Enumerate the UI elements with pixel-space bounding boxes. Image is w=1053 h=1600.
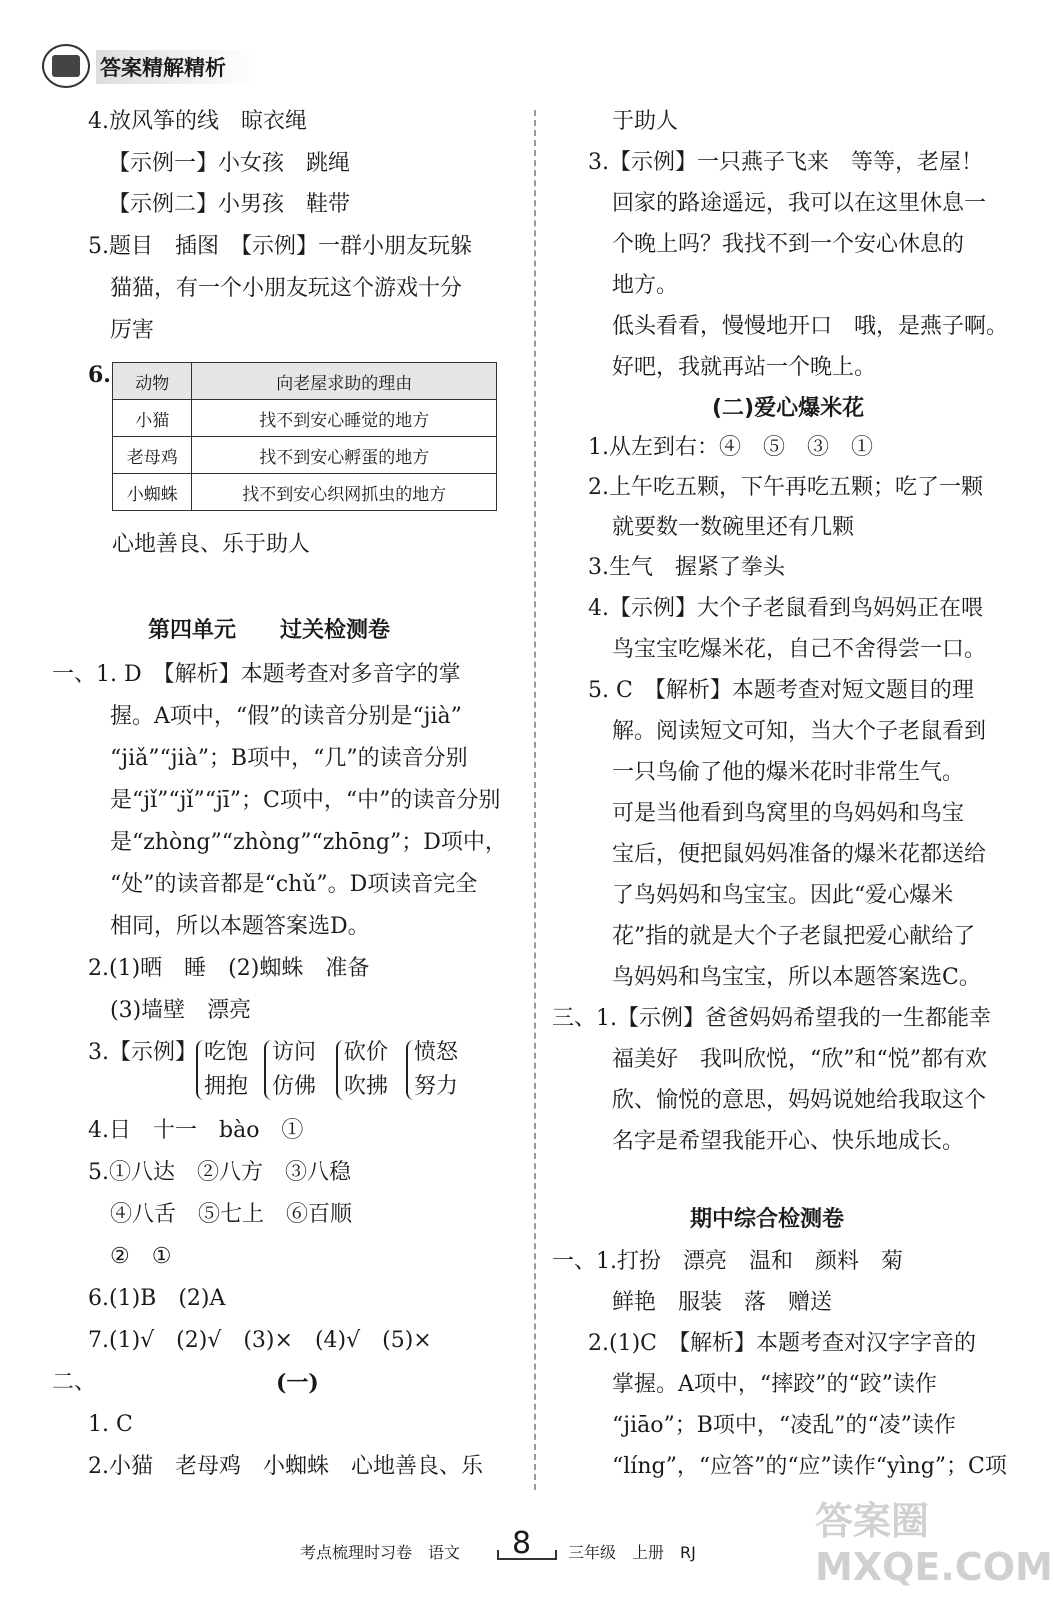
table-row — [113, 474, 497, 511]
answer-line: “jiāo”；B项中，“凌乱”的“凌”读作 — [612, 1413, 956, 1438]
section-title: (二)爱心爆米花 — [712, 396, 865, 421]
answer-line: “líng”，“应答”的“应”读作“yìng”；C项 — [612, 1454, 1007, 1479]
answer-line: “jiǎ”“jià”；B项中，“几”的读音分别 — [110, 746, 468, 771]
answer-line: 掌握。A项中，“摔跤”的“跤”读作 — [612, 1372, 937, 1397]
table-cell: 找不到安心睡觉的地方 — [192, 400, 497, 437]
answer-line: 地方。 — [612, 273, 679, 298]
table-header: 向老屋求助的理由 — [192, 363, 497, 400]
table-row — [113, 437, 497, 474]
answer-line: ② ① — [110, 1244, 172, 1269]
publisher-logo — [42, 44, 90, 88]
answer-line: 低头看看，慢慢地开口 哦，是燕子啊。 — [612, 314, 1009, 339]
answer-line: “处”的读音都是“chǔ”。D项读音完全 — [110, 872, 478, 897]
answer-line: 于助人 — [612, 109, 679, 134]
table-row — [113, 400, 497, 437]
answer-line: 是“jǐ”“jǐ”“jī”；C项中，“中”的读音分别 — [110, 788, 501, 813]
section-title: 期中综合检测卷 — [690, 1207, 845, 1232]
word-pair: 砍价 — [344, 1040, 389, 1065]
answer-line: 5. C 【解析】本题考查对短文题目的理 — [588, 678, 974, 703]
answer-line: (3)墙壁 漂亮 — [110, 998, 252, 1023]
column-divider — [534, 110, 536, 1490]
answer-line: 2.(1)C 【解析】本题考查对汉字字音的 — [588, 1331, 976, 1356]
answer-line: ④八舌 ⑤七上 ⑥百顺 — [110, 1202, 353, 1227]
answer-line: 厉害 — [110, 318, 155, 343]
answer-line: 了鸟妈妈和鸟宝宝。因此“爱心爆米 — [612, 883, 954, 908]
answer-line: 2.小猫 老母鸡 小蜘蛛 心地善良、乐 — [88, 1454, 483, 1479]
answer-line: 福美好 我叫欣悦，“欣”和“悦”都有欢 — [612, 1047, 987, 1072]
answer-line: 2.上午吃五颗，下午再吃五颗；吃了一颗 — [588, 475, 983, 500]
answer-line: 欣、愉悦的意思，妈妈说她给我取这个 — [612, 1088, 987, 1113]
answer-line: 2.(1)晒 睡 (2)蜘蛛 准备 — [88, 956, 370, 981]
page-number-bracket — [497, 1550, 557, 1560]
word-pair: 愤怒 — [414, 1040, 459, 1065]
answer-line: 二、 — [52, 1370, 97, 1395]
watermark: 答案圈 MXQE.COM — [815, 1499, 1053, 1589]
answer-line: 鲜艳 服装 落 赠送 — [612, 1290, 833, 1315]
answer-line: 4.【示例】大个子老鼠看到鸟妈妈正在喂 — [588, 596, 983, 621]
answer-line: 个晚上吗？我找不到一个安心休息的 — [612, 232, 965, 257]
answer-line: 4.日 十一 bào ① — [88, 1118, 304, 1143]
answer-line: 猫猫，有一个小朋友玩这个游戏十分 — [110, 276, 463, 301]
answer-line: 6.(1)B (2)A — [88, 1286, 226, 1311]
table-cell: 找不到安心孵蛋的地方 — [192, 437, 497, 474]
word-pair: 访问 — [272, 1040, 317, 1065]
answer-line: 是“zhòng”“zhòng”“zhōng”；D项中， — [110, 830, 507, 855]
subsection-title: (一) — [276, 1370, 319, 1396]
word-pair: 仿佛 — [272, 1074, 317, 1099]
answer-line: 5.题目 插图 【示例】一群小朋友玩躲 — [88, 234, 472, 259]
answer-line: 一、1. D 【解析】本题考查对多音字的掌 — [52, 662, 461, 687]
answer-line: 3.【示例】 — [88, 1040, 197, 1065]
word-pair: 吃饱 — [204, 1040, 249, 1065]
footer-right: 三年级 上册 RJ — [568, 1543, 696, 1562]
answer-line: 好吧，我就再站一个晚上。 — [612, 355, 877, 380]
word-pair: 吹拂 — [344, 1074, 389, 1099]
answer-line: 1. C — [88, 1412, 133, 1437]
table-cell: 小猫 — [113, 400, 192, 437]
answer-line: 可是当他看到鸟窝里的鸟妈妈和鸟宝 — [612, 801, 965, 826]
answer-line: 7.(1)√ (2)√ (3)× (4)√ (5)× — [88, 1328, 432, 1353]
table-cell: 找不到安心织网抓虫的地方 — [192, 474, 497, 511]
table-header: 动物 — [113, 363, 192, 400]
answer-line: 解。阅读短文可知，当大个子老鼠看到 — [612, 719, 987, 744]
answer-line: 名字是希望我能开心、快乐地成长。 — [612, 1129, 965, 1154]
answer-line: 宝后，便把鼠妈妈准备的爆米花都送给 — [612, 842, 987, 867]
footer-left: 考点梳理时习卷 语文 — [300, 1543, 461, 1562]
answer-line: 相同，所以本题答案选D。 — [110, 914, 370, 939]
answer-line: 3.【示例】一只燕子飞来 等等，老屋！ — [588, 150, 983, 175]
table-cell: 老母鸡 — [113, 437, 192, 474]
answer-line: 握。A项中，“假”的读音分别是“jià” — [110, 704, 462, 729]
table-cell: 小蜘蛛 — [113, 474, 192, 511]
animal-table — [112, 362, 497, 511]
word-pair: 拥抱 — [204, 1074, 249, 1099]
word-pair: 努力 — [414, 1074, 459, 1099]
header-title: 答案精解精析 — [96, 50, 256, 84]
page-number: 8 — [512, 1526, 532, 1561]
answer-line: 三、1.【示例】爸爸妈妈希望我的一生都能幸 — [552, 1006, 991, 1031]
answer-line: 鸟妈妈和鸟宝宝，所以本题答案选C。 — [612, 965, 981, 990]
answer-line: 一只鸟偷了他的爆米花时非常生气。 — [612, 760, 965, 785]
answer-line: 就要数一数碗里还有几颗 — [612, 515, 855, 540]
section-title: 第四单元 过关检测卷 — [148, 618, 391, 643]
answer-line: 1.从左到右：④ ⑤ ③ ① — [588, 435, 873, 460]
answer-line: 心地善良、乐于助人 — [112, 532, 311, 557]
answer-line: 花”指的就是大个子老鼠把爱心献给了 — [612, 924, 976, 949]
answer-line: 4.放风筝的线 晾衣绳 — [88, 109, 307, 134]
answer-line: 鸟宝宝吃爆米花，自己不舍得尝一口。 — [612, 637, 987, 662]
answer-line: 【示例二】小男孩 鞋带 — [108, 192, 351, 217]
answer-line: 一、1.打扮 漂亮 温和 颜料 菊 — [552, 1249, 903, 1274]
answer-line: 3.生气 握紧了拳头 — [588, 555, 785, 580]
answer-line: 回家的路途遥远，我可以在这里休息一 — [612, 191, 987, 216]
answer-line: 【示例一】小女孩 跳绳 — [108, 151, 351, 176]
question-number: 6. — [88, 362, 111, 388]
answer-line: 5.①八达 ②八方 ③八稳 — [88, 1160, 351, 1185]
